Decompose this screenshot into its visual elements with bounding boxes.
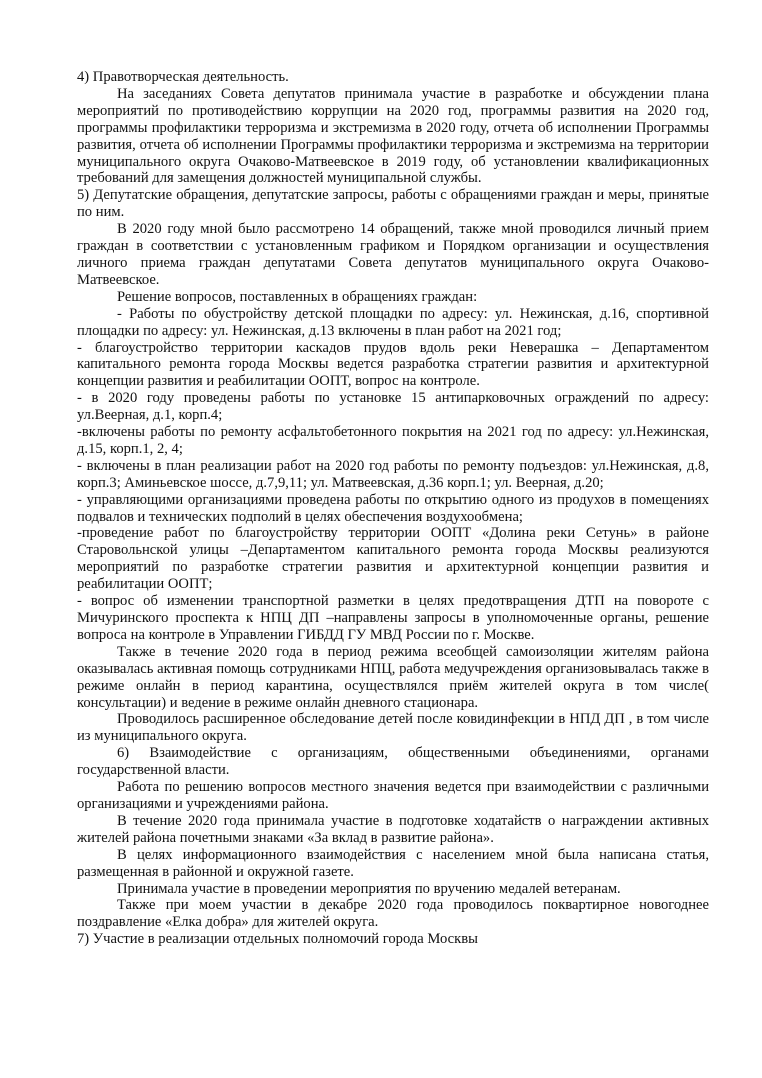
paragraph-new-year: Также при моем участии в декабре 2020 года проводилось поквартирное новогоднее поздравление «Елка добра» для жителей округа. [77, 897, 709, 931]
paragraph-veterans: Принимала участие в проведении мероприятия по вручению медалей ветеранам. [117, 880, 621, 897]
paragraph-awards: В течение 2020 года принимала участие в подготовке ходатайств о награждении активных жителей района почетными знаками «За вклад в развитие района». [77, 812, 709, 846]
paragraph-article: В целях информационного взаимодействия с населением мной была написана статья, размещенная в районной и окружной газете. [77, 846, 709, 880]
paragraph-section-6-heading: 6) Взаимодействие с организациям, общественными объединениями, органами государственной власти. [77, 745, 709, 779]
list-item-entrances: - включены в план реализации работ на 2020 год работы по ремонту подъездов: ул.Нежинская, д.8, корп.3; Аминьевское шоссе, д.7,9,11; ул. Матвеевская, д.36 корп.1; ул. Веерная, д.20; [77, 457, 709, 491]
paragraph-examination: Проводилось расширенное обследование детей после ковидинфекции в НПД ДП , в том числе из муниципального округа. [77, 711, 709, 745]
paragraph-section-7-heading: 7) Участие в реализации отдельных полномочий города Москвы [77, 931, 478, 948]
paragraph-lawmaking: На заседаниях Совета депутатов принимала участие в разработке и обсуждении плана мероприятий по противодействию коррупции на 2020 год, программы развития на 2020 год, программы профилактики терроризма и экстремизма в 2020 году, отчета об исполнении Программы развития, отчета об исполнении Программы профилактики терроризма и экстремизма на территории муниципального округа Очаково-Матвеевское в 2019 году, об установлении квалификационных требований для замещения должностей муниципальной службы. [77, 85, 709, 187]
list-item-setun-valley: -проведение работ по благоустройству территории ООПТ «Долина реки Сетунь» в районе Старовольнской улицы –Департаментом капитального ремонта города Москвы реализуются мероприятий по разработке стратегии развития и архитектурной концепции развития и реабилитации ООПТ; [77, 525, 709, 593]
paragraph-appeals-intro: Решение вопросов, поставленных в обращениях граждан: [117, 288, 478, 305]
paragraph-cooperation: Работа по решению вопросов местного значения ведется при взаимодействии с различными организациями и учреждениями района. [77, 779, 709, 812]
list-item-barriers: - в 2020 году проведены работы по установке 15 антипарковочных ограждений по адресу: ул.Веерная, д.1, корп.4; [77, 390, 709, 424]
paragraph-self-isolation: Также в течение 2020 года в период режима всеобщей самоизоляции жителям района оказывалась активная помощь сотрудниками НПЦ, работа медучреждения организовывалась также в режиме онлайн в период карантина, осуществлялся приём жителей округа в том числе( консультации) и ведение в режиме онлайн дневного стационара. [77, 643, 709, 711]
paragraph-section-5-heading: 5) Депутатские обращения, депутатские запросы, работы с обращениями граждан и меры, принятые по ним. [77, 187, 709, 221]
list-item-road-marking: - вопрос об изменении транспортной разметки в целях предотвращения ДТП на повороте с Мичуринского проспекта к НПЦ ДП –направлены запросы в уполномоченные органы, решение вопроса на контроле в Управлении ГИБДД ГУ МВД России по г. Москве. [77, 593, 709, 643]
paragraph-appeals-count: В 2020 году мной было рассмотрено 14 обращений, также мной проводился личный прием граждан в соответствии с установленным графиком и Порядком организации и осуществления личного приема граждан депутатами Совета депутатов муниципального округа Очаково-Матвеевское. [77, 221, 709, 288]
list-item-ventilation: - управляющими организациями проведена работы по открытию одного из продухов в помещениях подвалов и технических подполий в целях обеспечения воздухообмена; [77, 491, 709, 525]
document-page [77, 69, 709, 948]
paragraph-section-4-heading: 4) Правотворческая деятельность. [77, 69, 289, 85]
list-item-playground: - Работы по обустройству детской площадки по адресу: ул. Нежинская, д.16, спортивной площадки по адресу: ул. Нежинская, д.13 включены в план работ на 2021 год; [77, 305, 709, 339]
list-item-asphalt: -включены работы по ремонту асфальтобетонного покрытия на 2021 год по адресу: ул.Нежинская, д.15, корп.1, 2, 4; [77, 424, 709, 457]
list-item-ponds: - благоустройство территории каскадов прудов вдоль реки Неверашка – Департаментом капитального ремонта города Москвы ведется разработка стратегии развития и архитектурной концепции развития и реабилитации ООПТ, вопрос на контроле. [77, 339, 709, 390]
